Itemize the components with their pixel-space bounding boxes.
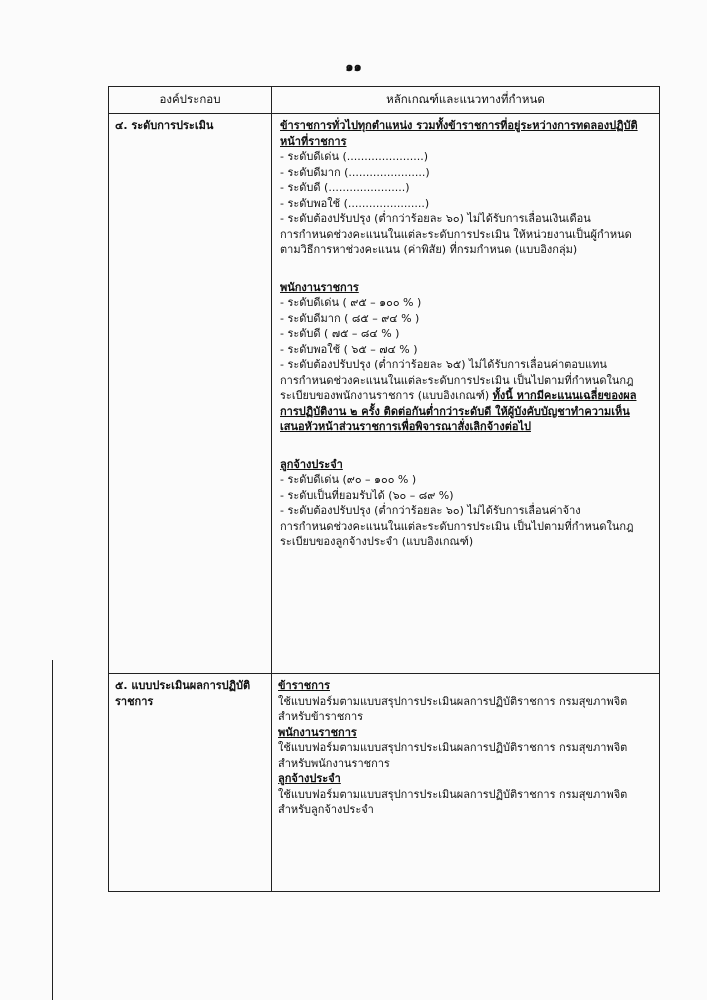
component-label-cont: ราชการ: [115, 694, 154, 708]
form-group-text: ใช้แบบฟอร์มตามแบบสรุปการประเมินผลการปฏิบัติราชการ กรมสุขภาพจิต: [278, 741, 628, 754]
list-item: - ระดับดีเด่น ( ๙๕ – ๑๐๐ % ): [280, 296, 422, 309]
list-item: - ระดับพอใช้ ( ๖๕ – ๗๔ % ): [280, 342, 418, 356]
form-group-text: ใช้แบบฟอร์มตามแบบสรุปการประเมินผลการปฏิบัติราชการ กรมสุขภาพจิต: [278, 787, 628, 801]
criteria-cell: [272, 674, 660, 892]
criteria-table: [108, 86, 660, 892]
list-item: - ระดับต้องปรับปรุง (ต่ำกว่าร้อยละ ๖๕) ไม่ได้รับการเลื่อนค่าตอบแทน: [280, 358, 607, 371]
gov-employee-note: การกำหนดช่วงคะแนนในแต่ละระดับการประเมิน เป็นไปตามที่กำหนดในกฎ: [280, 373, 634, 387]
component-label: ๔. ระดับการประเมิน: [115, 119, 214, 132]
form-group-text: ใช้แบบฟอร์มตามแบบสรุปการประเมินผลการปฏิบัติราชการ กรมสุขภาพจิต: [278, 694, 628, 708]
list-item: - ระดับพอใช้ (......................): [280, 196, 430, 210]
page-number: ๑๑: [345, 60, 362, 75]
list-item: - ระดับต้องปรับปรุง (ต่ำกว่าร้อยละ ๖๐) ไม่ได้รับการเลื่อนค่าจ้าง: [280, 504, 581, 517]
gov-employee-heading: พนักงานราชการ: [280, 280, 359, 294]
permanent-employee-note: การกำหนดช่วงคะแนนในแต่ละระดับการประเมิน เป็นไปตามที่กำหนดในกฎ: [280, 519, 634, 533]
civil-servant-heading: ข้าราชการทั่วไปทุกตำแหน่ง รวมทั้งข้าราชการที่อยู่ระหว่างการทดลองปฏิบัติ: [280, 119, 638, 132]
gov-employee-note-emphasis-cont: การปฏิบัติงาน ๒ ครั้ง ติดต่อกันต่ำกว่าระดับดี ให้ผู้บังคับบัญชาทำความเห็น: [280, 404, 630, 418]
permanent-employee-note-cont: ระเบียบของลูกจ้างประจำ (แบบอิงเกณฑ์): [280, 535, 474, 548]
list-item: - ระดับดี ( ๗๕ – ๘๔ % ): [280, 327, 400, 340]
component-cell: [109, 114, 272, 674]
civil-servant-heading-cont: หน้าที่ราชการ: [280, 134, 347, 148]
list-item: - ระดับเป็นที่ยอมรับได้ (๖๐ – ๘๙ %): [280, 488, 454, 502]
component-label: ๕. แบบประเมินผลการปฏิบัติ: [115, 679, 251, 692]
form-group-heading: ลูกจ้างประจำ: [278, 772, 341, 785]
list-item: - ระดับดีมาก ( ๘๕ – ๙๔ % ): [280, 311, 420, 325]
gov-employee-note-emphasis-end: เสนอหัวหน้าส่วนราชการเพื่อพิจารณาสั่งเลิกจ้างต่อไป: [280, 420, 531, 433]
criteria-cell: [272, 114, 660, 674]
table-row: [109, 674, 660, 892]
table-header-row: [109, 87, 660, 114]
margin-rule: [52, 660, 53, 1000]
component-cell: [109, 674, 272, 892]
header-component: องค์ประกอบ: [109, 87, 272, 114]
form-group-heading: ข้าราชการ: [278, 679, 330, 692]
gov-employee-note-emphasis: ทั้งนี้ หากมีคะแนนเฉลี่ยของผล: [492, 389, 637, 402]
form-group-text-cont: สำหรับพนักงานราชการ: [278, 756, 390, 770]
gov-employee-note-plain: ระเบียบของพนักงานราชการ (แบบอิงเกณฑ์): [280, 389, 493, 402]
list-item: - ระดับดีเด่น (......................): [280, 150, 428, 163]
gov-employee-note-cont: [280, 388, 653, 404]
list-item: - ระดับดี (......................): [280, 181, 410, 194]
list-item: - ระดับต้องปรับปรุง (ต่ำกว่าร้อยละ ๖๐) ไม่ได้รับการเลื่อนเงินเดือน: [280, 212, 591, 225]
permanent-employee-heading: ลูกจ้างประจำ: [280, 457, 343, 471]
list-item: - ระดับดีมาก (......................): [280, 165, 430, 179]
header-criteria: หลักเกณฑ์และแนวทางที่กำหนด: [272, 87, 660, 114]
form-group-heading: พนักงานราชการ: [278, 725, 357, 739]
table-row: [109, 114, 660, 674]
list-item: - ระดับดีเด่น (๙๐ – ๑๐๐ % ): [280, 473, 417, 486]
civil-servant-note: การกำหนดช่วงคะแนนในแต่ละระดับการประเมิน ให้หน่วยงานเป็นผู้กำหนด: [280, 227, 632, 241]
civil-servant-note-cont: ตามวิธีการหาช่วงคะแนน (ค่าพิสัย) ที่กรมกำหนด (แบบอิงกลุ่ม): [280, 243, 578, 256]
form-group-text-cont: สำหรับข้าราชการ: [278, 710, 364, 723]
form-group-text-cont: สำหรับลูกจ้างประจำ: [278, 803, 374, 816]
